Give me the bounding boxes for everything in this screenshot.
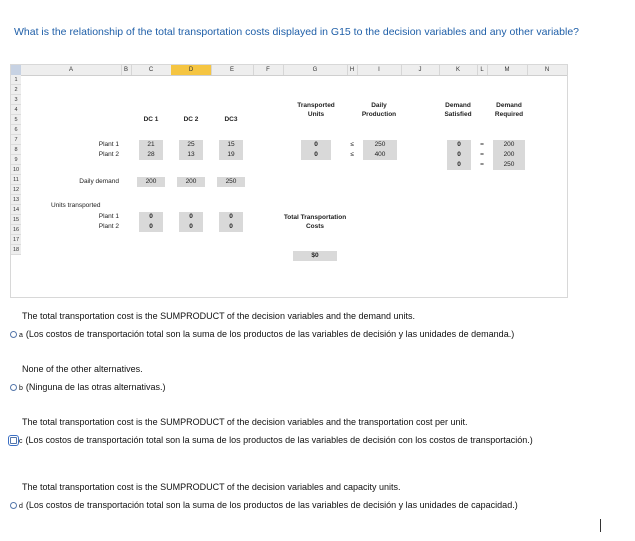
row-header: 11 (11, 175, 21, 185)
spreadsheet-image (10, 64, 568, 298)
option-d[interactable] (10, 500, 518, 510)
plant2-label: Plant 2 (98, 151, 119, 158)
production-cell: 400 (363, 150, 397, 160)
col-header: D (171, 65, 212, 75)
demand-satisfied-cell: 0 (447, 140, 471, 150)
row-header: 8 (11, 145, 21, 155)
col-header: B (121, 65, 132, 75)
row-header: 9 (11, 155, 21, 165)
demand-satisfied-cell: 0 (447, 160, 471, 170)
eq-sign: = (480, 151, 484, 158)
option-b-letter: b (19, 385, 23, 392)
option-c-english: The total transportation cost is the SUMPRODUCT of the decision variables and the transportation cost per unit. (22, 417, 468, 427)
units-plant1-label: Plant 1 (98, 213, 119, 220)
header-demand-satisfied: Demand Satisfied (444, 102, 472, 118)
cost-cell: 19 (219, 150, 243, 160)
units-transported-label: Units transported (51, 202, 101, 209)
col-header: J (401, 65, 440, 75)
units-cell: 0 (179, 222, 203, 232)
col-header: C (131, 65, 172, 75)
col-header: F (253, 65, 284, 75)
demand-required-cell: 200 (493, 140, 525, 150)
cost-cell: 15 (219, 140, 243, 150)
demand-required-cell: 250 (493, 160, 525, 170)
row-header: 16 (12, 227, 20, 233)
option-c[interactable] (10, 435, 610, 447)
units-cell: 0 (179, 212, 203, 222)
header-dc1: DC 1 (143, 116, 159, 123)
option-b[interactable] (10, 382, 165, 392)
row-headers (11, 75, 21, 255)
row-header: 14 (12, 207, 20, 213)
option-a-letter: a (19, 332, 23, 339)
row-header: 13 (12, 197, 20, 203)
header-dc3: DC3 (224, 116, 238, 123)
option-d-radio[interactable] (10, 502, 17, 509)
transported-cell: 0 (301, 150, 331, 160)
daily-demand-cell: 200 (137, 177, 165, 187)
header-daily-production: Daily Production (361, 102, 397, 118)
le-sign: ≤ (350, 151, 354, 158)
row-header: 5 (11, 115, 21, 125)
option-c-letter: c (19, 438, 23, 445)
col-header: M (487, 65, 528, 75)
option-c-radio[interactable] (10, 437, 17, 444)
cost-cell: 28 (139, 150, 163, 160)
row-header: 3 (11, 95, 21, 105)
eq-sign: = (480, 141, 484, 148)
row-header: 15 (12, 217, 20, 223)
row-header: 12 (12, 187, 20, 193)
total-costs-label: Total Transportation Costs (283, 214, 347, 230)
col-header: H (347, 65, 358, 75)
option-a[interactable] (10, 329, 514, 339)
transported-cell: 0 (301, 140, 331, 150)
units-cell: 0 (219, 222, 243, 232)
option-d-english: The total transportation cost is the SUMPRODUCT of the decision variables and capacity units. (22, 482, 401, 492)
col-header: I (357, 65, 402, 75)
row-header: 10 (12, 167, 20, 173)
daily-demand-label: Daily demand (79, 178, 119, 185)
row-header: 18 (12, 247, 20, 253)
option-a-spanish: (Los costos de transportación total son la suma de los productos de las variables de decisión y las unidades de demanda.) (25, 329, 515, 339)
col-header: K (439, 65, 478, 75)
units-cell: 0 (219, 212, 243, 222)
option-d-spanish: (Los costos de transportación total son la suma de los productos de las variables de decisión y las unidades de capacidad.) (25, 500, 518, 510)
col-header: L (477, 65, 488, 75)
plant1-label: Plant 1 (98, 141, 119, 148)
row-header: 4 (11, 105, 21, 115)
option-c-spanish: (Los costos de transportación total son la suma de los productos de las variables de decisión con los costos de transportación.) (25, 435, 533, 445)
units-cell: 0 (139, 222, 163, 232)
demand-required-cell: 200 (493, 150, 525, 160)
cost-cell: 25 (179, 140, 203, 150)
option-b-radio[interactable] (10, 384, 17, 391)
option-b-spanish: (Ninguna de las otras alternativas.) (25, 382, 166, 392)
daily-demand-cell: 250 (217, 177, 245, 187)
row-header: 1 (11, 75, 21, 85)
header-demand-required: Demand Required (494, 102, 524, 118)
option-d-letter: d (19, 503, 23, 510)
row-header: 6 (11, 125, 21, 135)
col-header: E (211, 65, 254, 75)
row-header: 7 (11, 135, 21, 145)
option-a-radio[interactable] (10, 331, 17, 338)
col-header: G (283, 65, 348, 75)
total-costs-value: $0 (293, 251, 337, 261)
units-plant2-label: Plant 2 (98, 223, 119, 230)
question-text: What is the relationship of the total transportation costs displayed in G15 to the decision variables and any other variable? (14, 26, 579, 38)
col-header: A (21, 65, 122, 75)
select-all-corner (11, 65, 21, 75)
production-cell: 250 (363, 140, 397, 150)
demand-satisfied-cell: 0 (447, 150, 471, 160)
text-cursor (600, 519, 601, 532)
units-cell: 0 (139, 212, 163, 222)
header-transported-units: Transported Units (297, 102, 335, 118)
le-sign: ≤ (350, 141, 354, 148)
option-a-english: The total transportation cost is the SUMPRODUCT of the decision variables and the demand units. (22, 311, 416, 321)
option-b-english: None of the other alternatives. (22, 364, 143, 374)
header-dc2: DC 2 (183, 116, 199, 123)
column-headers (11, 65, 567, 76)
row-header: 2 (11, 85, 21, 95)
cost-cell: 21 (139, 140, 163, 150)
cost-cell: 13 (179, 150, 203, 160)
daily-demand-cell: 200 (177, 177, 205, 187)
col-header: N (527, 65, 568, 75)
row-header: 17 (12, 237, 20, 243)
eq-sign: = (480, 161, 484, 168)
